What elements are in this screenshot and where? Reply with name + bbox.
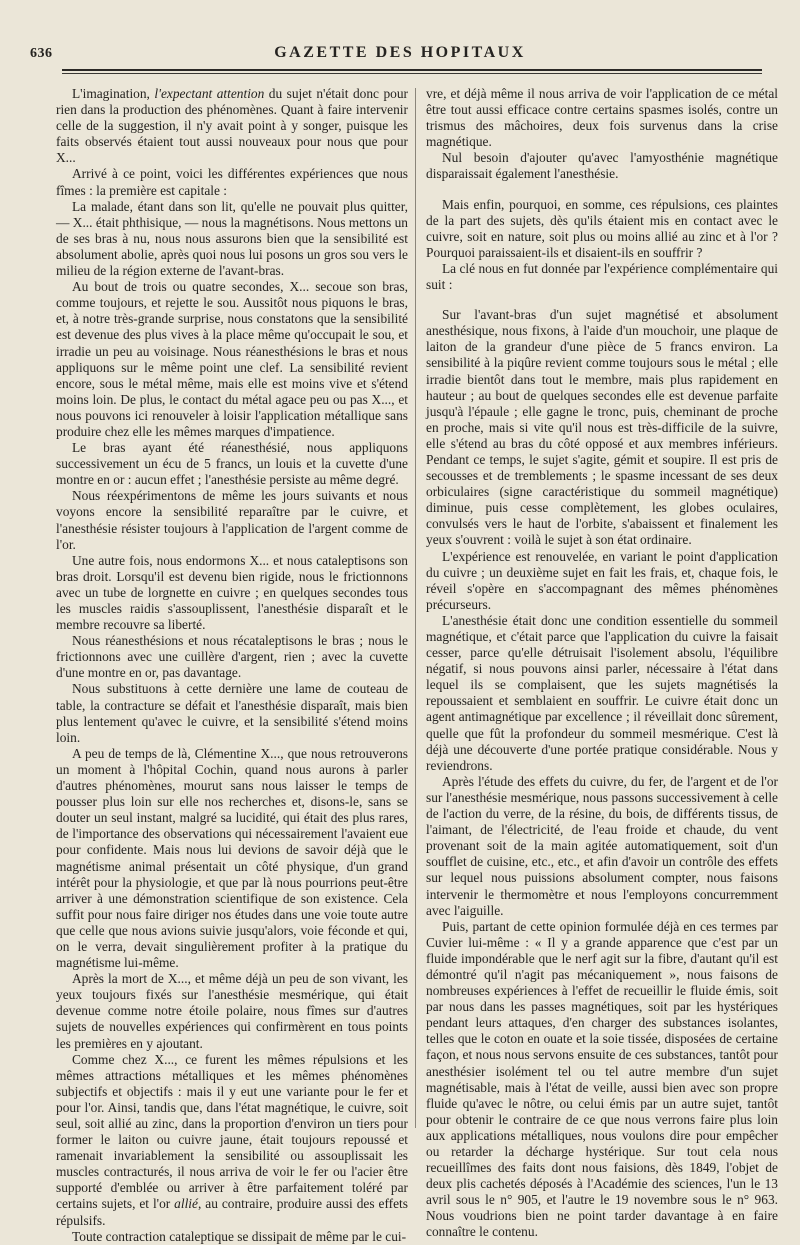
paragraph: La malade, étant dans son lit, qu'elle ne pouvait plus quitter, — X... était phthisique, — nous la magnétisons. Nous mettons un de ses bras à nu, nous nous assurons bien que la sensibilité est absolument abolie, après quoi nous lui posons un gros sou vers le milieu de la région externe de l'avant-bras. <box>56 198 408 279</box>
paragraph-suffix: du sujet n'était donc pour rien dans la production des phénomènes. Quant à faire intervenir celle de la suggestion, il n'y avait point à y songer, puisque les faits observés étaient tout aussi nouveaux pour nous que pour X... <box>56 86 408 166</box>
paragraph: L'expérience est renouvelée, en variant le point d'application du cuivre ; un deuxième sujet en fait les frais, et, chaque fois, le réveil s'opère en s'accompagnant des mêmes phénomènes précurseurs. <box>426 548 778 612</box>
paragraph: Mais enfin, pourquoi, en somme, ces répulsions, ces plaintes de la part des sujets, dès qu'ils étaient mis en contact avec le cuivre, soit en nature, soit plus ou moins allié au zinc et à l'or ? Pourquoi paraissaient-ils et disaient-ils en souffrir ? <box>426 196 778 260</box>
paragraph: Nul besoin d'ajouter qu'avec l'amyosthénie magnétique disparaissait également l'anesthésie. <box>426 150 778 182</box>
paragraph: A peu de temps de là, Clémentine X..., que nous retrouverons un moment à l'hôpital Cochin, quand nous aurons à parler d'autres phénomènes, mourut sans nous laisser le temps de pousser plus loin sur elle nos recherches et, disons-le, sans se douter un seul instant, malgré sa lucidité, qui était des plus rares, de l'importance des observations qui nécessairement l'avaient eue pour confidente. Mais nous lui devions de savoir déjà que le magnétisme animal présentait un côté physique, d'un grand intérêt pour la physiologie, et que par là nous pourrions peut-être arriver à une démonstration scientifique de son existence. Cela suffit pour nous faire diriger nos études dans une voie toute autre que celle que nous avions suivie jusqu'alors, voie féconde et qui, on le verra, devait singulièrement profiter à la pratique du magnétisme lui-même. <box>56 745 408 971</box>
paragraph: Après l'étude des effets du cuivre, du fer, de l'argent et de l'or sur l'anesthésie mesmérique, nous passons successivement à celle de l'action du verre, de la résine, du bois, de différents tissus, de l'aimant, de l'électricité, de l'eau froide et chaude, du vent provenant soit de la main agitée automatiquement, soit d'un soufflet de cuisine, etc., etc., et afin d'avoir un contrôle des effets sur lequel nous puissions absolument compter, nous faisons intervenir le thermomètre et nous l'employons concurremment avec l'aiguille. <box>426 773 778 918</box>
paragraph <box>56 86 408 166</box>
journal-title: GAZETTE DES HOPITAUX <box>274 44 526 61</box>
paragraph: Nous réanesthésions et nous récataleptisons le bras ; nous le frictionnons avec une cuillère d'argent, rien ; avec la cuvette d'une montre en or, pas davantage. <box>56 633 408 681</box>
paragraph: Au bout de trois ou quatre secondes, X... secoue son bras, comme toujours, et rejette le sou. Aussitôt nous piquons le bras, et, à notre très-grande surprise, nous constatons que la sensibilité est devenue des plus vives à la place même qu'occupait le sou, et irradie un peu au voisinage. Nous réanesthésions le bras et nous appliquons sur le même point une clef. La sensibilité revient encore, sous le métal même, mais elle est moins vive et s'étend moins loin. De plus, le contact du métal agace peu ou pas X..., et nous pouvons ici renouveler à loisir l'application métallique sans produire chez elle les mêmes marques d'impatience. <box>56 279 408 439</box>
header-rule-thick <box>62 69 762 71</box>
column-divider <box>415 88 416 1128</box>
paragraph-italic: allié <box>174 1196 198 1212</box>
paragraph: Nous réexpérimentons de même les jours suivants et nous voyons encore la sensibilité reparaître par le cuivre, et l'anesthésie résister toujours à l'application de l'argent comme de l'or. <box>56 488 408 552</box>
left-column <box>56 86 408 1244</box>
paragraph: Puis, partant de cette opinion formulée déjà en ces termes par Cuvier lui-même : « Il y a grande apparence que c'est par un fluide impondérable que le nerf agit sur la fibre, d'autant qu'il est démontré qu'il n'agit pas mécaniquement », nous faisons de nombreuses expériences à l'effet de recueillir le fluide émis, soit par nous dans les passes magnétiques, soit par les hystériques pendant leurs attaques, d'en charger des substances isolantes, telles que le coton en ouate et la soie tissée, disposées de certaine façon, et nous nous servons ensuite de ces substances, tantôt pour anesthésier isolément tel ou tel autre membre d'un sujet magnétisable, mais à l'état de veille, aussi bien avec son propre fluide qu'avec le nôtre, ou celui émis par un autre sujet, tantôt pour obtenir le contraire de ce que nous verrons faire plus loin aux applications métalliques, nous voulons dire pour empêcher ou retarder la décharge hystérique. Sur tout cela nous recueillîmes des faits dont nous faisions, dès 1849, l'objet de deux plis cachetés déposés à l'Académie des sciences, l'un le 13 avril sous le n° 905, et l'autre le 19 novembre sous le n° 963. Nous voudrions bien ne point tarder davantage à en faire connaître le contenu. <box>426 918 778 1240</box>
page-header <box>0 0 800 86</box>
header-rule-thin <box>62 73 762 74</box>
page-number: 636 <box>30 46 53 61</box>
paragraph-prefix: L'imagination, <box>72 86 155 101</box>
paragraph: Sur l'avant-bras d'un sujet magnétisé et absolument anesthésique, nous fixons, à l'aide d'un mouchoir, une plaque de laiton de la grandeur d'une pièce de 5 francs environ. La sensibilité à la piqûre revient comme toujours sous le métal ; elle irradie bientôt dans tout le membre, mais plus rapidement en hauteur ; au bout de quelques secondes elle est devenue parfaite jusqu'à l'épaule ; elle gagne le tronc, puis, cheminant de proche en proche, mais si vite qu'il nous est très-difficile de la suivre, elle s'étend au bras du côté opposé et aux membres inférieurs. Pendant ce temps, le sujet s'agite, gémit et soupire. Il est pris de secousses et de tremblements ; le spasme incessant de ses deux orbiculaires (signe caractéristique du sommeil magnétique) diminue, puis cesse complètement, les globes oculaires, convulsés vers le haut de l'orbite, s'abaissent et finalement les yeux s'ouvrent : voilà le sujet à son état ordinaire. <box>426 307 778 548</box>
paragraph-italic: l'expectant attention <box>154 86 265 101</box>
paragraph: Le bras ayant été réanesthésié, nous appliquons successivement un écu de 5 francs, un louis et la cuvette d'une montre en or : aucun effet ; l'anesthésie persiste au même degré. <box>56 440 408 488</box>
paragraph-prefix: Comme chez X..., ce furent les mêmes répulsions et les mêmes attractions métalliques et les mêmes phénomènes subjectifs et objectifs : mais il y eut une variante pour le fer et pour l'or. Ainsi, tandis que, dans l'état magnétique, le cuivre, soit seul, soit allié au zinc, dans la proportion d'environ un tiers pour former le laiton ou cuivre jaune, était toujours repoussé et ramenait invariablement la sensibilité ou assouplissait les muscles contracturés, il nous arriva de voir le fer ou l'acier être supporté d'emblée ou arriver à être parfaitement toléré par certains sujets, et l'or <box>56 1051 408 1212</box>
paragraph <box>56 1052 408 1229</box>
paragraph: La clé nous en fut donnée par l'expérience complémentaire qui suit : <box>426 260 778 293</box>
paragraph: vre, et déjà même il nous arriva de voir l'application de ce métal être tout aussi efficace contre certains spasmes isolés, contre un trismus des mâchoires, deux fois survenus dans la crise magnétique. <box>426 86 778 150</box>
paragraph: Nous substituons à cette dernière une lame de couteau de table, la contracture se défait et l'anesthésie disparaît, mais bien plus lentement qu'avec le cuivre, et la sensibilité s'étend moins loin. <box>56 681 408 745</box>
paragraph: Une autre fois, nous endormons X... et nous cataleptisons son bras droit. Lorsqu'il est devenu bien rigide, nous le frictionnons avec un tube de lorgnette en cuivre ; en quelques secondes tous les muscles raidis s'assouplissent, l'anesthésie disparaît et le membre recouvre sa liberté. <box>56 552 408 633</box>
paragraph: L'anesthésie était donc une condition essentielle du sommeil magnétique, et c'était parce que l'application du cuivre la faisait cesser, parce qu'elle détruisait l'isolement absolu, l'équilibre négatif, si nous pouvons ainsi parler, nécessaire à l'état dans lequel ils se complaisent, que les sujets magnétisés la repoussaient et semblaient en souffrir. Le cuivre était donc un agent antimagnétique par excellence ; il réveillait donc sûrement, quelle que fût la profondeur du sommeil mesmérique. C'est là déjà une découverte d'une portée pratique considérable. Nous y reviendrons. <box>426 612 778 773</box>
paragraph: Après la mort de X..., et même déjà un peu de son vivant, les yeux toujours fixés sur l'anesthésie mesmérique, qui était devenue comme notre étoile polaire, nous fîmes sur d'autres sujets de nouvelles expériences qui confirmèrent en tous points les premières en y ajoutant. <box>56 971 408 1051</box>
paragraph: Arrivé à ce point, voici les différentes expériences que nous fîmes : la première est capitale : <box>56 166 408 198</box>
paragraph: Toute contraction cataleptique se dissipait de même par le cui- <box>72 1228 407 1244</box>
paragraph-suffix: , au contraire, produire aussi des effets répulsifs. <box>56 1196 408 1228</box>
right-column <box>426 86 778 1240</box>
